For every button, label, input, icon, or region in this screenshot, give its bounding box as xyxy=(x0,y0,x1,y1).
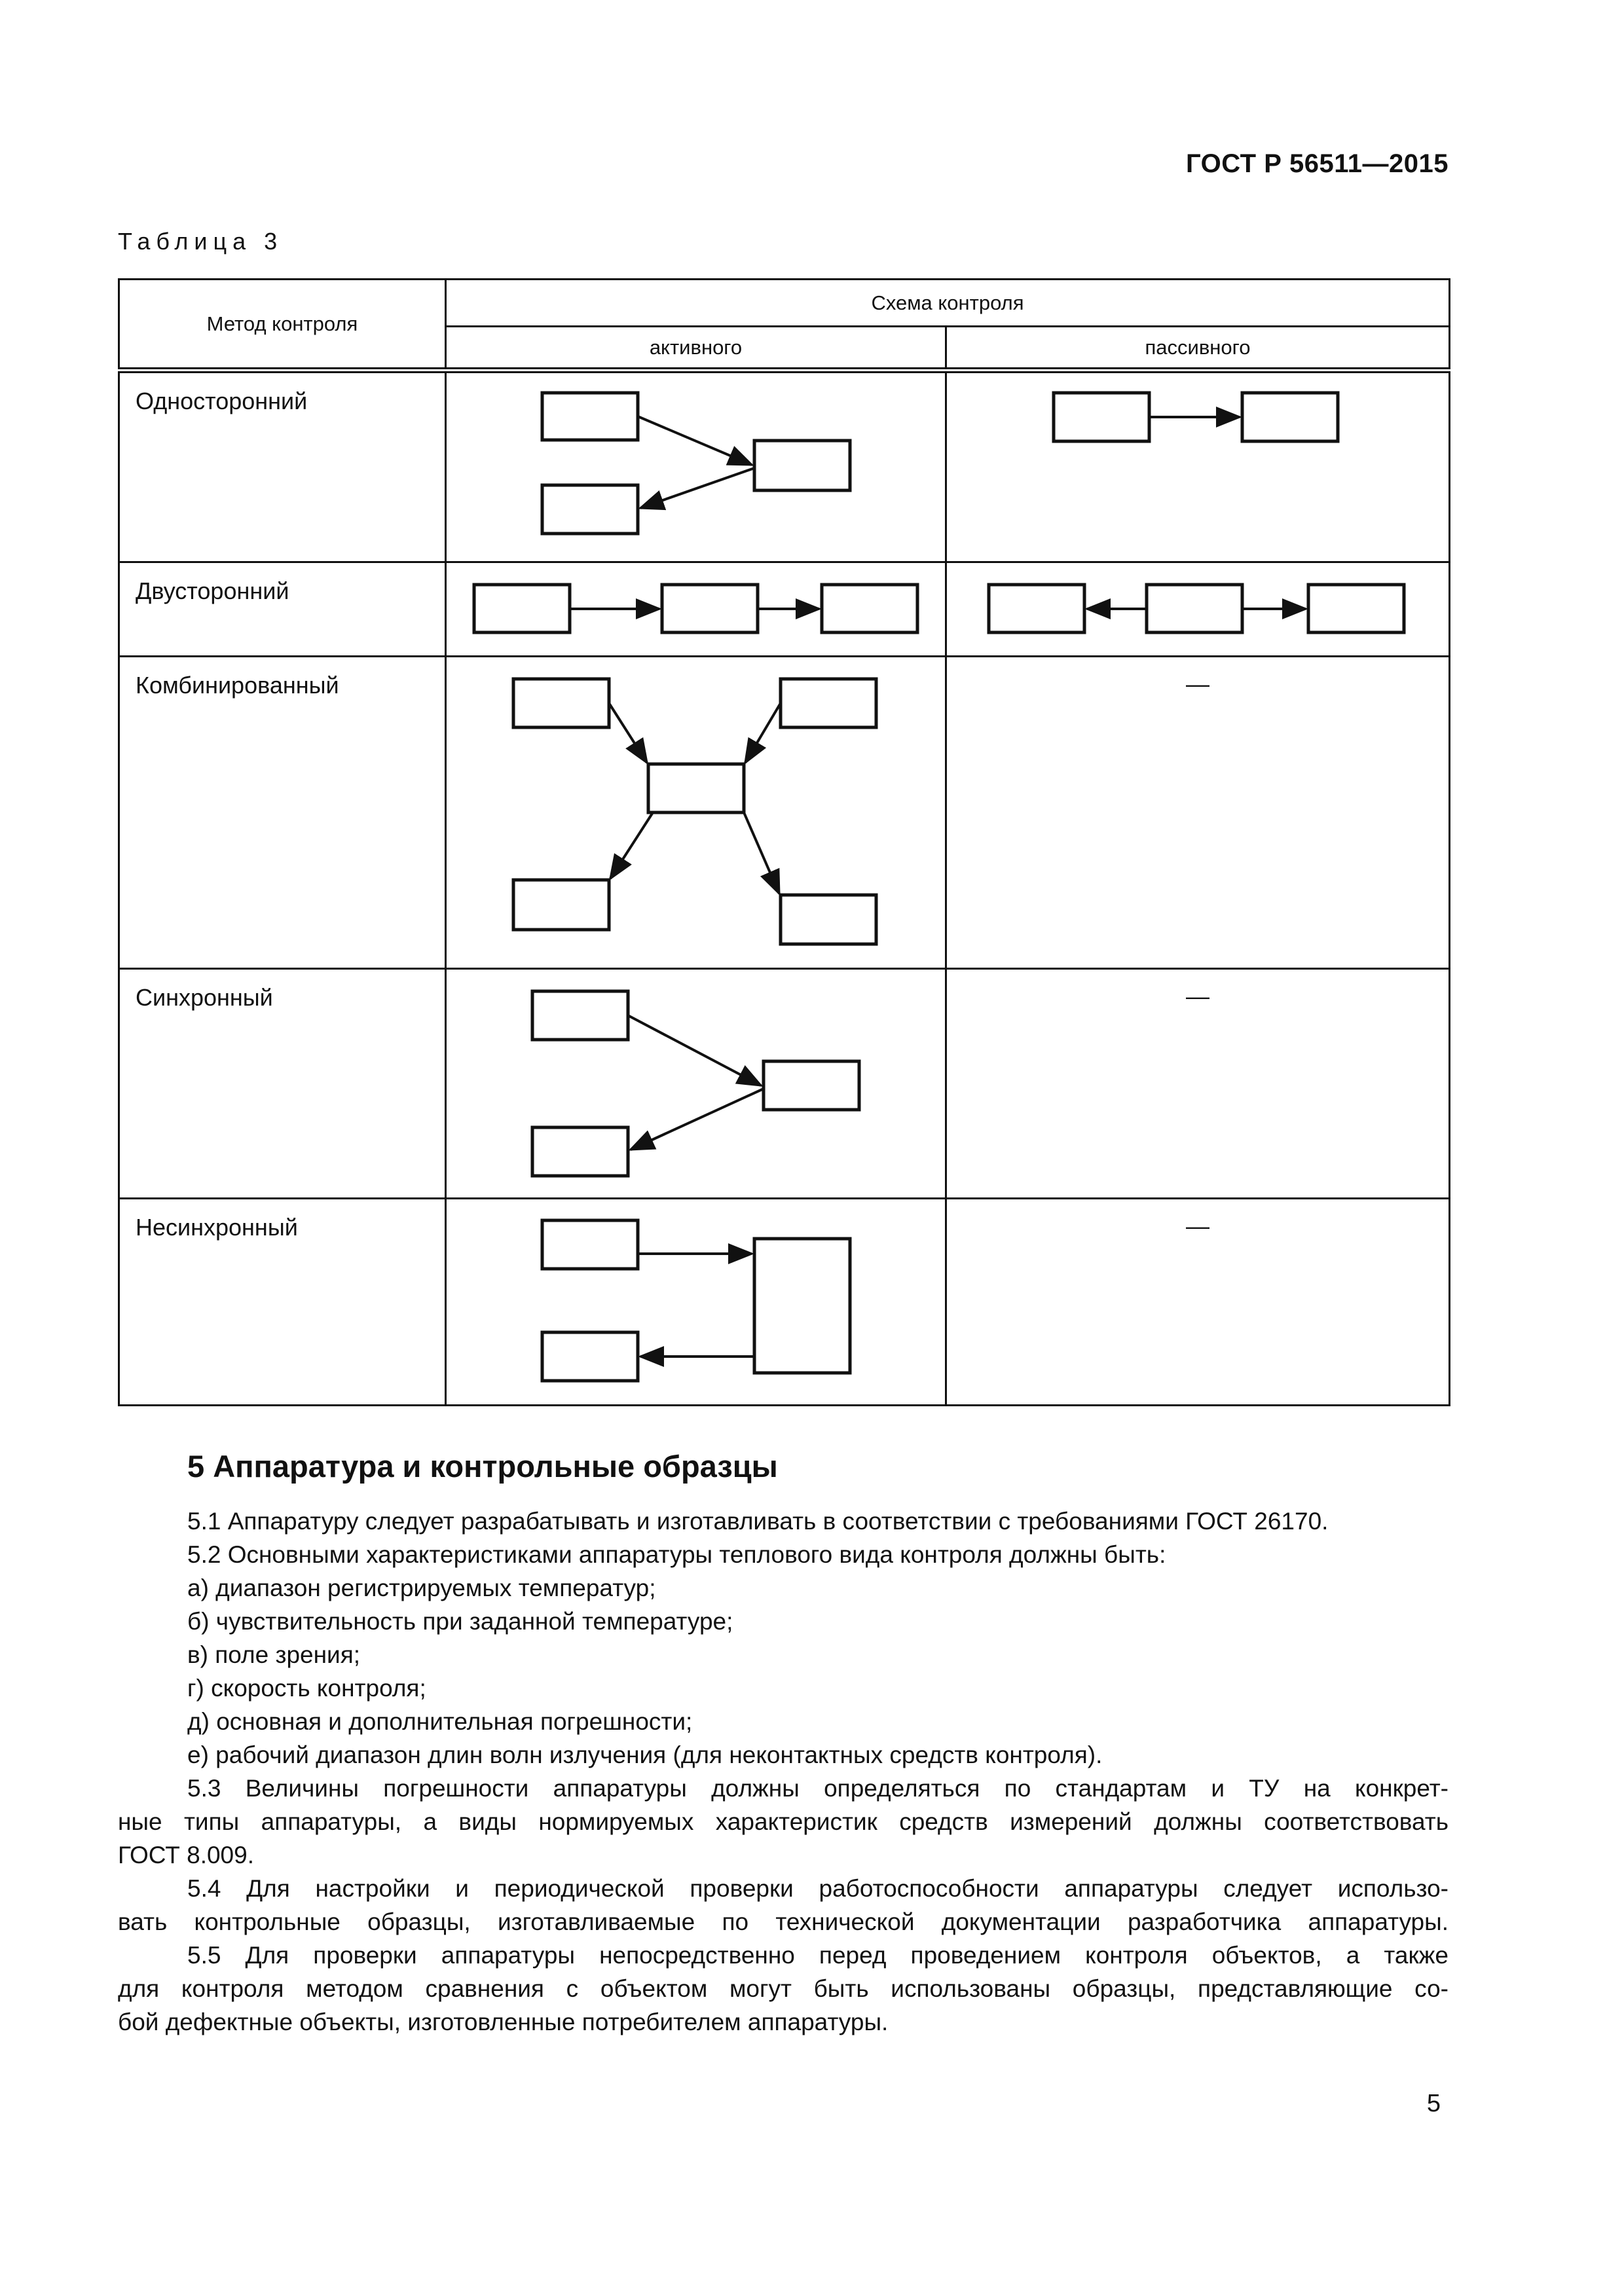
passive-scheme-asynchronous xyxy=(946,1199,1450,1406)
paragraph-5-4-line-2: вать контрольные образцы, изготавливаемые по технической документации разработчика аппаратуры. xyxy=(118,1908,1449,1935)
block xyxy=(532,991,628,1040)
method-asynchronous: Несинхронный xyxy=(119,1199,446,1406)
block xyxy=(781,679,876,727)
not-applicable-dash: — xyxy=(1186,1212,1209,1239)
arrow xyxy=(609,703,647,763)
control-scheme-table xyxy=(118,278,1450,1406)
arrow xyxy=(745,703,781,763)
two-sided-active-diagram xyxy=(447,563,947,655)
page-number: 5 xyxy=(1426,2090,1441,2117)
paragraph-5-3-line-3: ГОСТ 8.009. xyxy=(118,1842,254,1868)
block xyxy=(474,585,570,632)
arrow xyxy=(638,416,752,465)
active-scheme-one-sided xyxy=(446,371,946,562)
passive-scheme-one-sided xyxy=(946,371,1450,562)
two-sided-passive-diagram xyxy=(947,563,1450,655)
arrow xyxy=(640,468,754,508)
header-active: активного xyxy=(446,327,946,371)
block xyxy=(822,585,917,632)
paragraph-5-3-line-1: 5.3 Величины погрешности аппаратуры должны определяться по стандартам и ТУ на конкрет- xyxy=(187,1775,1449,1802)
active-scheme-combined xyxy=(446,657,946,969)
synchronous-active-diagram xyxy=(447,970,947,1197)
active-scheme-two-sided xyxy=(446,562,946,657)
paragraph-5-5-line-2: для контроля методом сравнения с объектом могут быть использованы образцы, представляющие со- xyxy=(118,1975,1449,2002)
table-row xyxy=(119,969,1450,1199)
paragraph-5-3-line-2: ные типы аппаратуры, а виды нормируемых характеристик средств измерений должны соответствовать xyxy=(118,1808,1449,1835)
block xyxy=(1147,585,1242,632)
arrow xyxy=(631,1089,764,1150)
block xyxy=(542,393,638,440)
not-applicable-dash: — xyxy=(1186,983,1209,1010)
section-heading: 5 Аппаратура и контрольные образцы xyxy=(187,1449,778,1484)
list-item: е) рабочий диапазон длин волн излучения (для неконтактных средств контроля). xyxy=(187,1741,1103,1768)
one-sided-passive-diagram xyxy=(947,373,1450,561)
one-sided-active-diagram xyxy=(447,373,947,561)
not-applicable-dash: — xyxy=(1186,670,1209,697)
active-scheme-synchronous xyxy=(446,969,946,1199)
table-row xyxy=(119,562,1450,657)
list-item: б) чувствительность при заданной температуре; xyxy=(187,1608,733,1635)
header-method: Метод контроля xyxy=(119,280,446,371)
block xyxy=(532,1127,628,1176)
paragraph-5-5-line-3: бой дефектные объекты, изготовленные потребителем аппаратуры. xyxy=(118,2009,889,2035)
block xyxy=(542,1220,638,1269)
arrow xyxy=(610,812,653,879)
block xyxy=(542,1332,638,1381)
combined-active-diagram xyxy=(447,657,947,968)
list-item: д) основная и дополнительная погрешности; xyxy=(187,1708,693,1735)
block xyxy=(648,764,744,812)
block xyxy=(754,1239,850,1373)
table-caption: Таблица 3 xyxy=(118,228,284,255)
method-one-sided: Односторонний xyxy=(119,371,446,562)
block xyxy=(781,895,876,944)
block xyxy=(513,679,609,727)
method-combined: Комбинированный xyxy=(119,657,446,969)
block xyxy=(1054,393,1149,441)
table-row xyxy=(119,1199,1450,1406)
list-item: г) скорость контроля; xyxy=(187,1675,426,1702)
table-row xyxy=(119,657,1450,969)
paragraph-5-2: 5.2 Основными характеристиками аппаратуры теплового вида контроля должны быть: xyxy=(187,1541,1166,1568)
block xyxy=(542,485,638,534)
list-item: в) поле зрения; xyxy=(187,1641,361,1668)
block xyxy=(764,1061,859,1110)
block xyxy=(513,880,609,930)
active-scheme-asynchronous xyxy=(446,1199,946,1406)
section-body xyxy=(118,1504,1449,2039)
arrow xyxy=(744,812,779,894)
passive-scheme-synchronous xyxy=(946,969,1450,1199)
arrow xyxy=(628,1015,761,1085)
header-passive: пассивного xyxy=(946,327,1450,371)
block xyxy=(1308,585,1404,632)
table-row xyxy=(119,371,1450,562)
method-two-sided: Двусторонний xyxy=(119,562,446,657)
block xyxy=(662,585,758,632)
block xyxy=(989,585,1084,632)
method-synchronous: Синхронный xyxy=(119,969,446,1199)
passive-scheme-two-sided xyxy=(946,562,1450,657)
list-item: а) диапазон регистрируемых температур; xyxy=(187,1575,656,1601)
block xyxy=(754,441,850,490)
paragraph-5-1: 5.1 Аппаратуру следует разрабатывать и изготавливать в соответствии с требованиями ГОСТ 26170. xyxy=(187,1508,1329,1535)
block xyxy=(1242,393,1338,441)
asynchronous-active-diagram xyxy=(447,1199,947,1404)
paragraph-5-5-line-1: 5.5 Для проверки аппаратуры непосредственно перед проведением контроля объектов, а также xyxy=(187,1942,1449,1969)
passive-scheme-combined xyxy=(946,657,1450,969)
document-code: ГОСТ Р 56511—2015 xyxy=(1186,149,1449,178)
paragraph-5-4-line-1: 5.4 Для настройки и периодической проверки работоспособности аппаратуры следует использо- xyxy=(187,1875,1449,1902)
header-control-scheme: Схема контроля xyxy=(446,280,1450,327)
